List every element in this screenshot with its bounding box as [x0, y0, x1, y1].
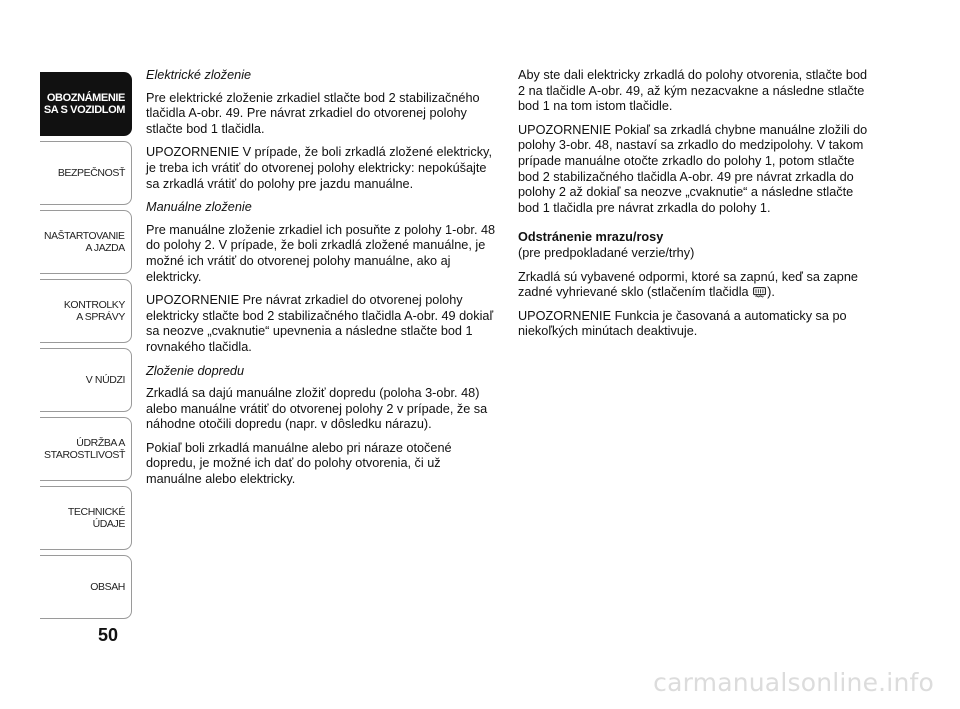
paragraph-impact: Pokiaľ boli zrkadlá manuálne alebo pri náraze otočené dopredu, je možné ich dať do polohy otvorenia, či už manuálne alebo elektricky. [146, 440, 452, 487]
paragraph-electric: Pre elektrické zloženie zrkadiel stlačte bod 2 stabilizačného tlačidla A-obr. 49. Pre návrat zrkadiel do otvorenej polohy stlačte bod 1 tlačidla. [146, 90, 480, 136]
tab-udrzba[interactable] [40, 417, 132, 481]
tab-label-line: KONTROLKY [63, 299, 125, 311]
tab-label-line: ÚDAJE [92, 518, 125, 530]
chapter-tabs [40, 72, 132, 624]
subtitle-electric: Elektrické zloženie [146, 68, 252, 82]
page-number: 50 [98, 625, 119, 645]
heading-defrost: Odstránenie mrazu/rosy [518, 230, 664, 245]
note-electric: UPOZORNENIE V prípade, že boli zrkadlá zložené elektricky, je treba ich vrátiť do otvorenej polohy elektricky: nepokúšajte sa zrkadlá vrátiť do polohy pre jazdu manuálne. [146, 145, 492, 191]
rear-window-defrost-icon [753, 287, 766, 298]
paragraph-return: Aby ste dali elektricky zrkadlá do polohy otvorenia, stlačte bod 2 na tlačidle A-obr. 49, až kým nezacvakne a následne stlačte bod 1 na tom istom tlačidle. [518, 68, 868, 114]
paragraph-forward: Zrkadlá sa dajú manuálne zložiť dopredu (poloha 3-obr. 48) alebo manuálne vrátiť do otvorenej polohy 2 v prípade, že sa náhodne otočili dopredu (napr. v dôsledku nárazu). [146, 386, 488, 432]
tab-label-line: V NÚDZI [85, 374, 125, 386]
tab-label-line: A SPRÁVY [76, 311, 125, 323]
tab-label-line: TECHNICKÉ [67, 506, 125, 518]
defrost-text-after: ). [767, 285, 775, 300]
tab-label-line: A JAZDA [85, 242, 125, 254]
tab-nastartovanie[interactable] [40, 210, 132, 274]
tab-technicke-udaje[interactable] [40, 486, 132, 550]
tab-label-line: BEZPEČNOSŤ [57, 167, 125, 179]
tab-label-line: NAŠTARTOVANIE [44, 230, 125, 242]
tab-bezpecnost[interactable] [40, 141, 132, 205]
right-column [518, 68, 868, 348]
paragraph-manual: Pre manuálne zloženie zrkadiel ich posuňte z polohy 1-obr. 48 do polohy 2. V prípade, že boli zrkadlá zložené manuálne, je možné ich vrátiť do otvorenej polohy manuálne, ako aj elektricky. [146, 222, 496, 284]
subtitle-manual: Manuálne zloženie [146, 200, 252, 215]
paragraph-defrost [518, 270, 868, 301]
tab-oboznamenie[interactable] [40, 72, 132, 136]
tab-label-line: STAROSTLIVOSŤ [44, 449, 125, 461]
tab-label-line: SA S VOZIDLOM [43, 104, 125, 116]
subtitle-forward: Zloženie dopredu [146, 363, 245, 378]
left-column [146, 68, 496, 496]
note-timer: UPOZORNENIE Funkcia je časovaná a automaticky sa po niekoľkých minútach deaktivuje. [518, 308, 847, 339]
note-wrong-fold: UPOZORNENIE Pokiaľ sa zrkadlá chybne manuálne zložili do polohy 3-obr. 48, nastaví sa zrkadlo do medzipolohy. V takom prípade manuálne otočte zrkadlo do polohy 1, potom stlačte bod 2 stabilizačného tlačidla A-obr. 49 pre návrat zrkadla do polohy 2 až dokiaľ sa neozve „cvaknutie“ a následne stlačte bod 1 tlačidla pre návrat zrkadla do polohy 1. [518, 122, 868, 215]
tab-obsah[interactable] [40, 555, 132, 619]
tab-kontrolky[interactable] [40, 279, 132, 343]
subheading-defrost: (pre predpokladané verzie/trhy) [518, 245, 695, 260]
tab-label-line: OBSAH [90, 581, 125, 593]
tab-v-nudzi[interactable] [40, 348, 132, 412]
defrost-text-before: Zrkadlá sú vybavené odpormi, ktoré sa zapnú, keď sa zapne zadné vyhrievané sklo (stlačením tlačidla [518, 269, 858, 300]
tab-label-line: ÚDRŽBA A [76, 437, 125, 449]
note-manual: UPOZORNENIE Pre návrat zrkadiel do otvorenej polohy elektricky stlačte bod 2 stabilizačného tlačidla A-obr. 49 dokiaľ sa neozve „cvaknutie“ upevnenia a následne stlačte bod 1 rovnakého tlačidla. [146, 293, 494, 354]
watermark: carmanualsonline.info [653, 668, 934, 697]
tab-label-line: OBOZNÁMENIE [46, 92, 125, 104]
